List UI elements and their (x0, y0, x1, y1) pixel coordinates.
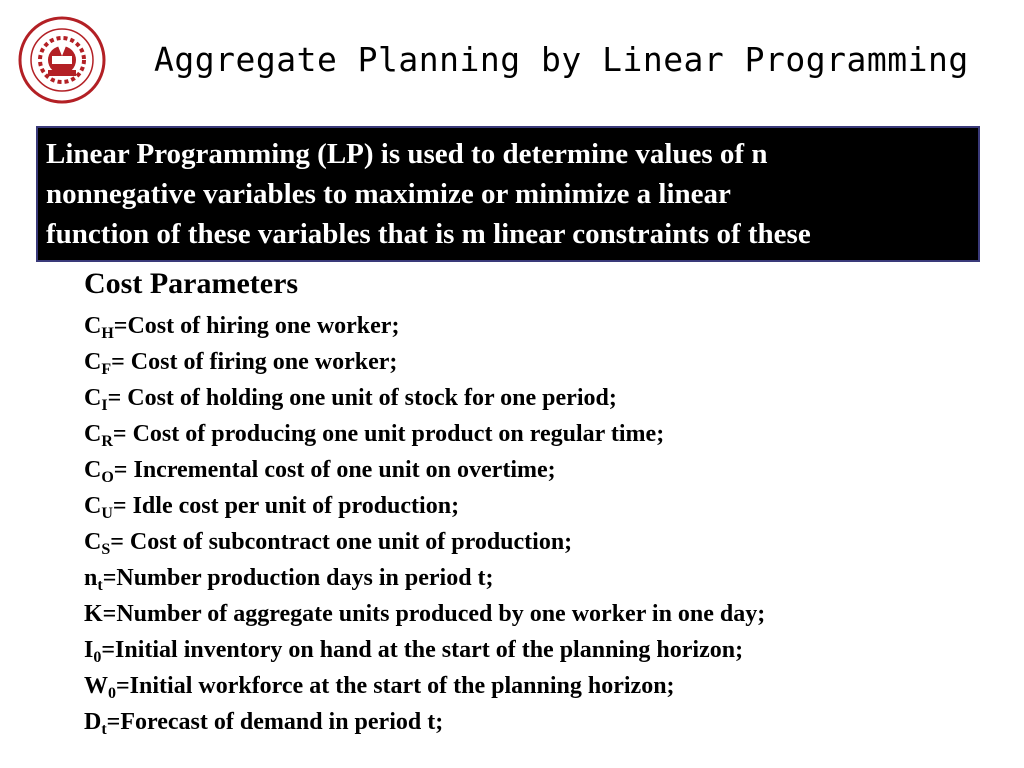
param-symbol: C (84, 421, 102, 447)
param-item (84, 596, 765, 632)
param-subscript: t (101, 721, 107, 738)
definition-line: function of these variables that is m linear constraints of these (46, 218, 811, 250)
param-subscript: F (101, 361, 112, 378)
param-description: =Initial workforce at the start of the planning horizon; (116, 673, 675, 699)
param-item (84, 308, 765, 344)
sjtu-university-seal-icon (18, 16, 106, 104)
param-item (84, 452, 765, 488)
param-symbol: I (84, 637, 94, 663)
param-item (84, 416, 765, 452)
param-description: = Cost of subcontract one unit of production; (110, 529, 573, 555)
param-description: =Number of aggregate units produced by one worker in one day; (102, 601, 766, 627)
param-description: = Incremental cost of one unit on overtime; (113, 457, 556, 483)
param-description: =Cost of hiring one worker; (113, 313, 400, 339)
param-subscript: H (101, 325, 114, 342)
param-item (84, 488, 765, 524)
param-item (84, 380, 765, 416)
param-description: =Forecast of demand in period t; (106, 709, 444, 735)
param-item (84, 632, 765, 668)
param-subscript: t (97, 577, 103, 594)
param-subscript: S (101, 541, 111, 558)
param-description: = Cost of firing one worker; (111, 349, 398, 375)
param-symbol: C (84, 313, 102, 339)
definition-line: nonnegative variables to maximize or minimize a linear (46, 178, 731, 210)
param-symbol: C (84, 349, 102, 375)
param-symbol: C (84, 385, 102, 411)
section-heading: Cost Parameters (84, 267, 299, 300)
param-item (84, 344, 765, 380)
page-title: Aggregate Planning by Linear Programming (154, 40, 969, 79)
param-subscript: U (101, 505, 113, 522)
definition-box (36, 126, 980, 262)
param-description: =Initial inventory on hand at the start of the planning horizon; (101, 637, 744, 663)
param-item (84, 668, 765, 704)
param-symbol: C (84, 457, 102, 483)
param-subscript: I (101, 397, 108, 414)
param-symbol: W (84, 673, 108, 699)
param-subscript: O (101, 469, 114, 486)
param-description: =Number production days in period t; (102, 565, 494, 591)
param-subscript: 0 (108, 685, 116, 702)
param-description: = Idle cost per unit of production; (112, 493, 460, 519)
param-symbol: D (84, 709, 102, 735)
university-logo (18, 16, 106, 104)
param-symbol: C (84, 529, 102, 555)
definition-line: Linear Programming (LP) is used to determine values of n (46, 138, 768, 170)
param-symbol: K (84, 601, 103, 627)
param-subscript: R (101, 433, 113, 450)
param-item (84, 704, 765, 740)
param-symbol: n (84, 565, 98, 591)
param-item (84, 560, 765, 596)
param-item (84, 524, 765, 560)
param-subscript: 0 (93, 649, 102, 666)
param-symbol: C (84, 493, 102, 519)
cost-parameters-section (84, 264, 765, 740)
param-description: = Cost of holding one unit of stock for one period; (107, 385, 617, 411)
param-description: = Cost of producing one unit product on regular time; (112, 421, 665, 447)
